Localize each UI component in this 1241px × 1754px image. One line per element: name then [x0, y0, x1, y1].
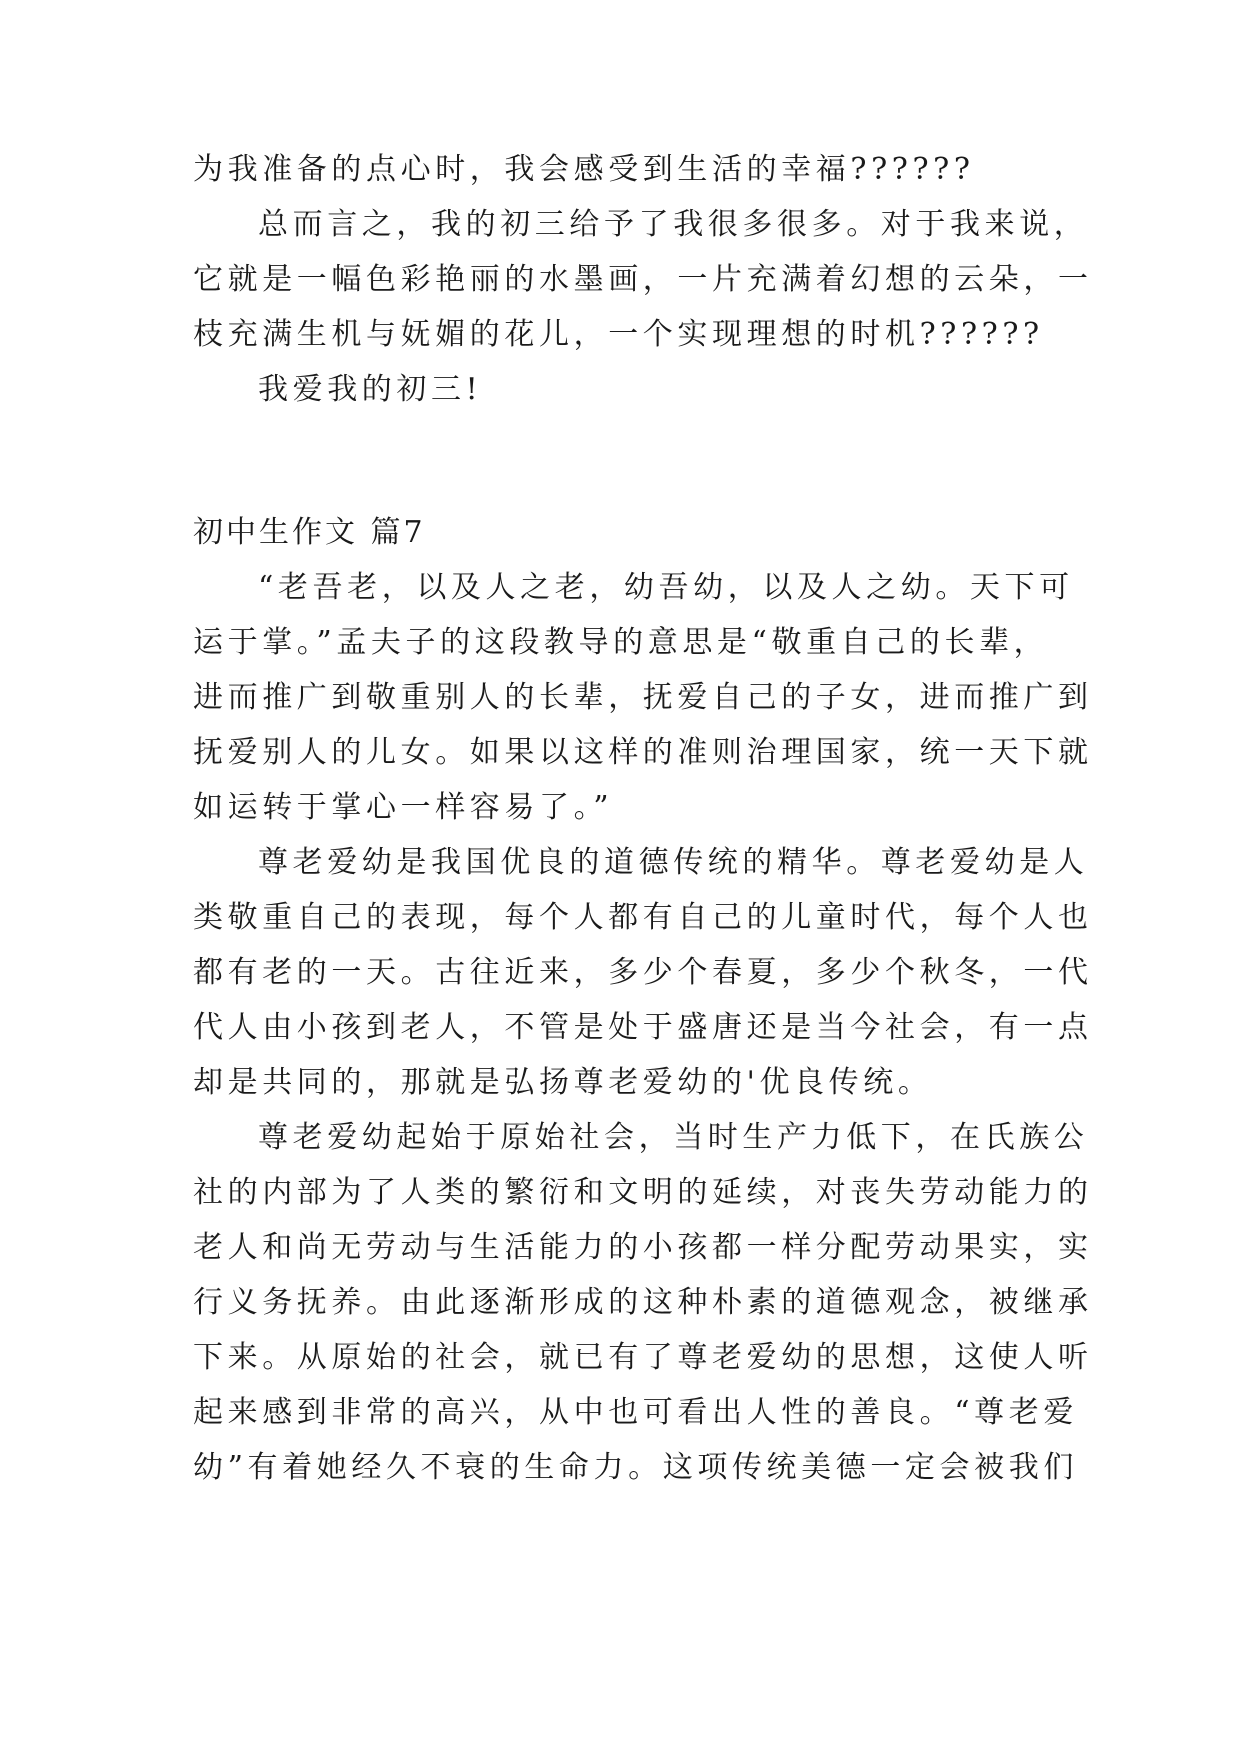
paragraph-start: 我爱我的初三!	[258, 372, 483, 407]
text-line: 社的内部为了人类的繁衍和文明的延续，对丧失劳动能力的	[193, 1175, 1093, 1210]
text-line: 抚爱别人的儿女。如果以这样的准则治理国家，统一天下就	[193, 735, 1093, 770]
text-line: 代人由小孩到老人，不管是处于盛唐还是当今社会，有一点	[193, 1010, 1093, 1045]
text-line: 下来。从原始的社会，就已有了尊老爱幼的思想，这使人听	[193, 1340, 1093, 1375]
text-line: 枝充满生机与妩媚的花儿，一个实现理想的时机??????	[193, 317, 1044, 352]
paragraph-start: “老吾老，以及人之老，幼吾幼，以及人之幼。天下可	[258, 570, 1074, 605]
text-line: 如运转于掌心一样容易了。”	[193, 790, 614, 825]
text-line: 为我准备的点心时，我会感受到生活的幸福??????	[193, 152, 975, 187]
text-line: 运于掌。”孟夫子的这段教导的意思是“敬重自己的长辈，	[193, 625, 1049, 660]
text-line: 进而推广到敬重别人的长辈，抚爱自己的子女，进而推广到	[193, 680, 1093, 715]
text-line: 起来感到非常的高兴，从中也可看出人性的善良。“尊老爱	[193, 1395, 1078, 1430]
text-line: 都有老的一天。古往近来，多少个春夏，多少个秋冬，一代	[193, 955, 1093, 990]
section-heading: 初中生作文 篇7	[193, 515, 426, 550]
text-line: 它就是一幅色彩艳丽的水墨画，一片充满着幻想的云朵，一	[193, 262, 1093, 297]
text-line: 幼”有着她经久不衰的生命力。这项传统美德一定会被我们	[193, 1450, 1078, 1485]
paragraph-start: 尊老爱幼是我国优良的道德传统的精华。尊老爱幼是人	[258, 845, 1089, 880]
paragraph-start: 尊老爱幼起始于原始社会，当时生产力低下，在氏族公	[258, 1120, 1089, 1155]
text-line: 行义务抚养。由此逐渐形成的这种朴素的道德观念，被继承	[193, 1285, 1093, 1320]
text-line: 类敬重自己的表现，每个人都有自己的儿童时代，每个人也	[193, 900, 1093, 935]
text-line: 老人和尚无劳动与生活能力的小孩都一样分配劳动果实，实	[193, 1230, 1093, 1265]
text-line: 却是共同的，那就是弘扬尊老爱幼的'优良传统。	[193, 1065, 933, 1100]
paragraph-start: 总而言之，我的初三给予了我很多很多。对于我来说，	[258, 207, 1089, 242]
